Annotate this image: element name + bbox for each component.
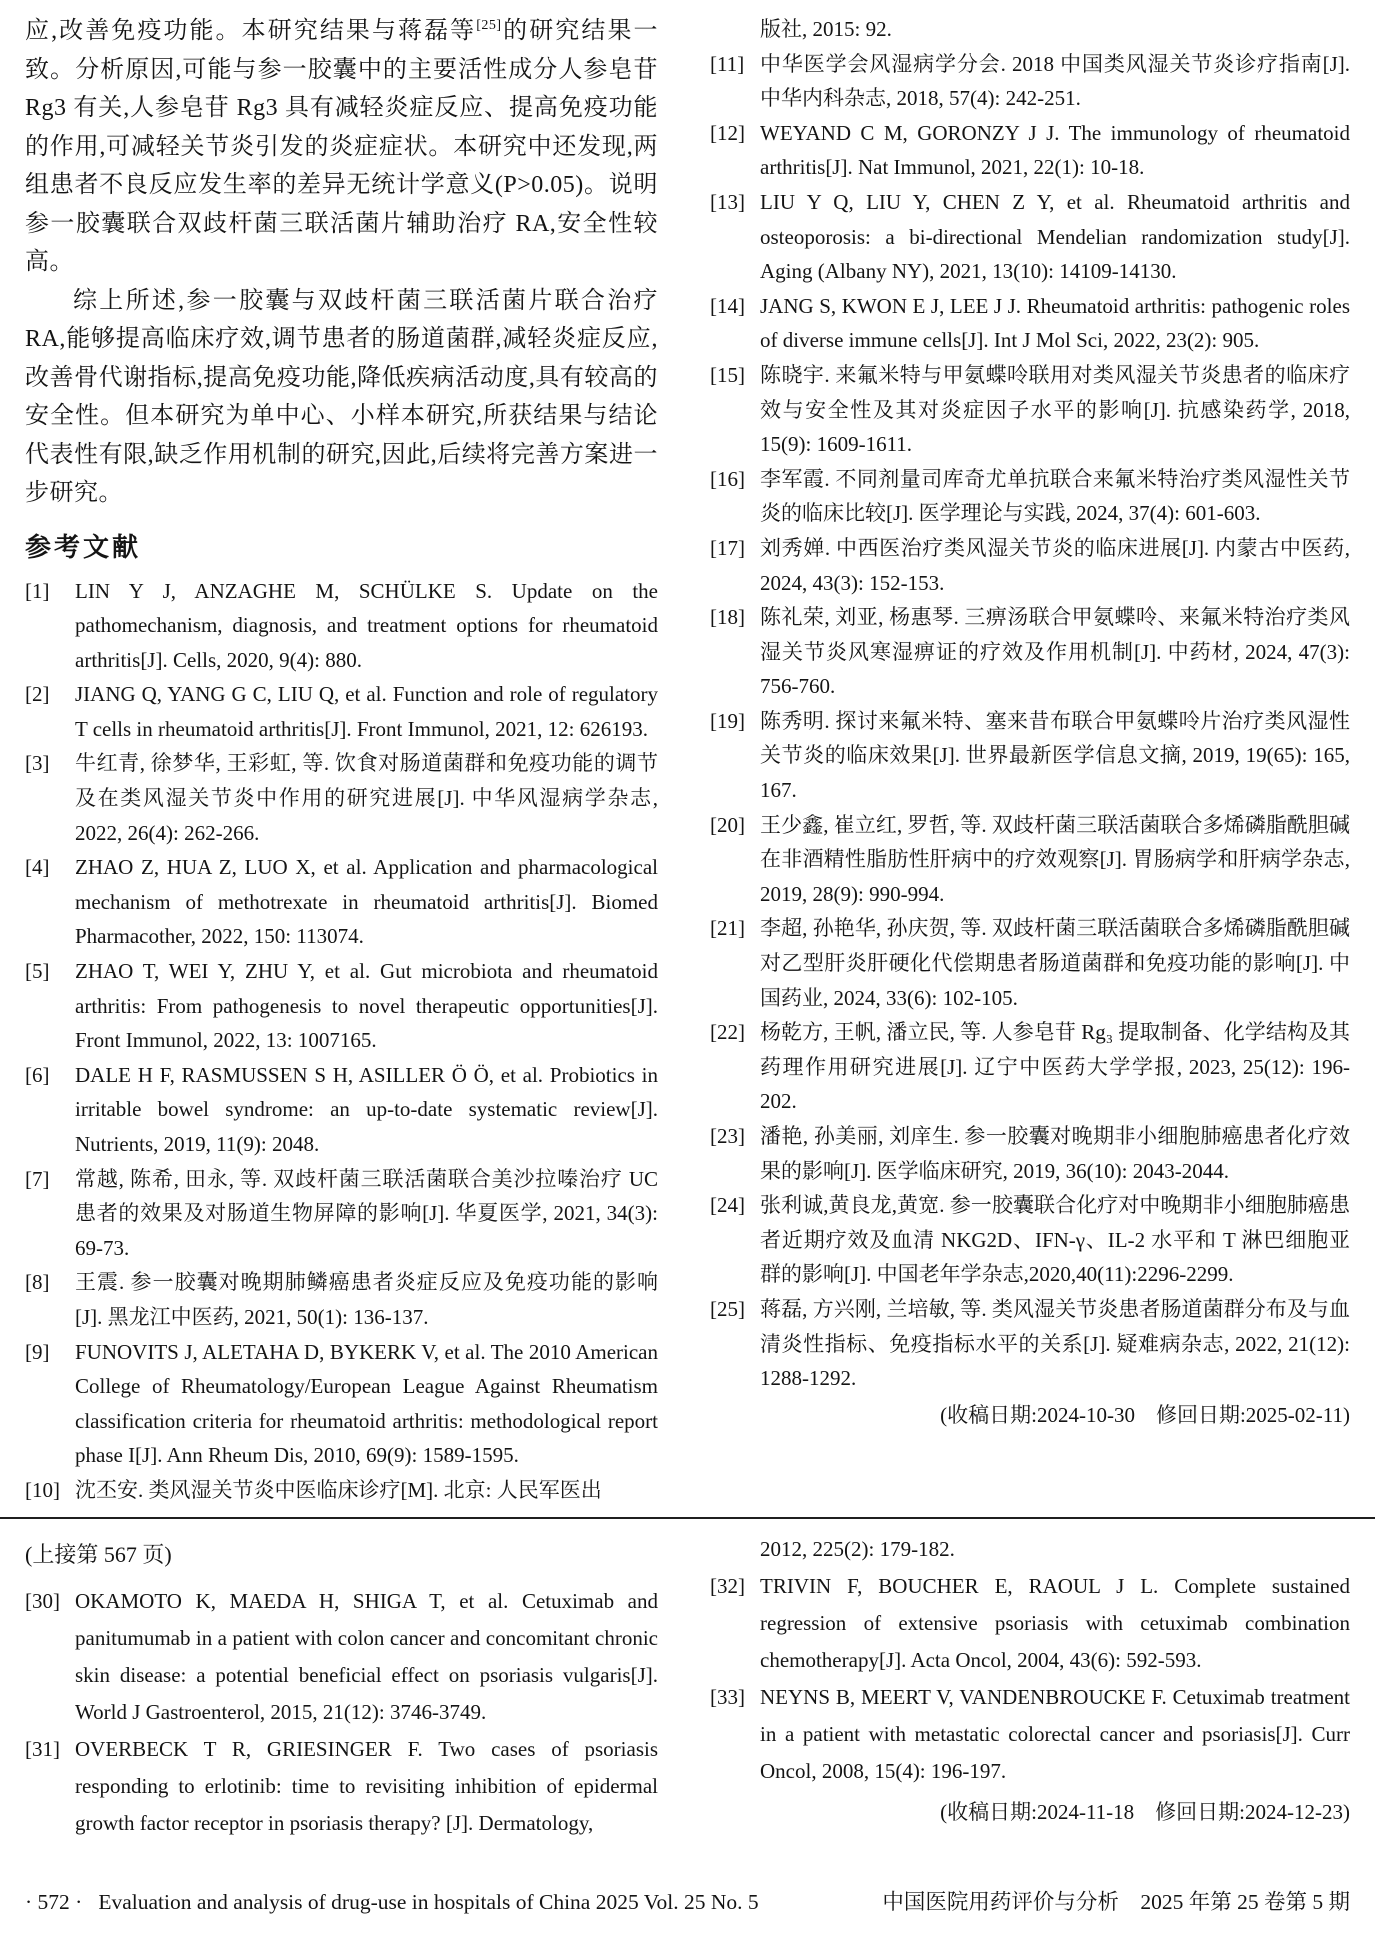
reference-number: [32] [710, 1574, 745, 1598]
reference-text: 沈丕安. 类风湿关节炎中医临床诊疗[M]. 北京: 人民军医出 [75, 1477, 602, 1502]
reference-text: 陈秀明. 探讨来氟米特、塞来昔布联合甲氨蝶呤片治疗类风湿性关节炎的临床效果[J]. 世界最新医学信息文摘, 2019, 19(65): 165, 167. [760, 708, 1350, 803]
reference-text: TRIVIN F, BOUCHER E, RAOUL J L. Complete sustained regression of extensive psoriasis with cetuximab combination chemotherapy[J]. Acta Oncol, 2004, 43(6): 592-593. [760, 1574, 1350, 1672]
reference-item [25, 1265, 658, 1334]
reference-number: [12] [710, 120, 745, 145]
reference-text: 蒋磊, 方兴刚, 兰培敏, 等. 类风湿关节炎患者肠道菌群分布及与血清炎性指标、免疫指标水平的关系[J]. 疑难病杂志, 2022, 21(12): 1288-1292. [760, 1296, 1350, 1391]
reference-item [25, 850, 658, 954]
reference-number: [33] [710, 1685, 745, 1709]
continued-article-section [0, 1519, 1375, 1842]
reference-text: 中华医学会风湿病学分会. 2018 中国类风湿关节炎诊疗指南[J]. 中华内科杂志, 2018, 57(4): 242-251. [760, 51, 1350, 111]
citation-superscript: [25] [476, 18, 502, 33]
reference-text: 王少鑫, 崔立红, 罗哲, 等. 双歧杆菌三联活菌联合多烯磷脂酰胆碱在非酒精性脂肪性肝病中的疗效观察[J]. 胃肠病学和肝病学杂志, 2019, 28(9): 990-994. [760, 812, 1350, 906]
continued-from-note: (上接第 567 页) [25, 1542, 172, 1567]
body-text-run: 的研究结果一致。分析原因,可能与参一胶囊中的主要活性成分人参皂苷 Rg3 有关,人参皂苷 Rg3 具有减轻炎症反应、提高免疫功能的作用,可减轻关节炎引发的炎症症状。本研究中还发现,两组患者不良反应发生率的差异无统计学意义(P>0.05)。说明参一胶囊联合双歧杆菌三联活菌片辅助治疗 RA,安全性较高。 [25, 18, 659, 275]
reference-item [710, 1568, 1350, 1679]
reference-number: [14] [710, 293, 745, 318]
reference-text: 常越, 陈希, 田永, 等. 双歧杆菌三联活菌联合美沙拉嗪治疗 UC 患者的效果及对肠道生物屏障的影响[J]. 华夏医学, 2021, 34(3): 69-73. [75, 1166, 658, 1260]
reference-text: NEYNS B, MEERT V, VANDENBROUCKE F. Cetuximab treatment in a patient with metastatic colorectal cancer and psoriasis[J]. Curr Oncol, 2008, 15(4): 196-197. [760, 1685, 1350, 1783]
reference-item [710, 600, 1350, 704]
reference-number: [1] [25, 578, 50, 603]
reference-text: WEYAND C M, GORONZY J J. The immunology of rheumatoid arthritis[J]. Nat Immunol, 2021, 22(1): 10-18. [760, 120, 1350, 180]
reference-number: [4] [25, 855, 50, 880]
page-number: · 572 · [25, 1890, 83, 1914]
reference-number: [19] [710, 708, 745, 733]
journal-name-chinese: 中国医院用药评价与分析 2025 年第 25 卷第 5 期 [882, 1890, 1350, 1914]
received-revised-dates: (收稿日期:2024-11-18 修回日期:2024-12-23) [940, 1800, 1350, 1824]
reference-text: 陈晓宇. 来氟米特与甲氨蝶呤联用对类风湿关节炎患者的临床疗效与安全性及其对炎症因子水平的影响[J]. 抗感染药学, 2018, 15(9): 1609-1611. [760, 362, 1350, 457]
body-paragraph-1 [25, 12, 658, 282]
reference-text: JIANG Q, YANG G C, LIU Q, et al. Function and role of regulatory T cells in rheumatoid arthritis[J]. Front Immunol, 2021, 12: 626193. [75, 682, 658, 741]
reference-text: 版社, 2015: 92. [760, 17, 892, 41]
reference-text: 李超, 孙艳华, 孙庆贺, 等. 双歧杆菌三联活菌联合多烯磷脂酰胆碱对乙型肝炎肝硬化代偿期患者肠道菌群和免疫功能的影响[J]. 中国药业, 2024, 33(6): 102-105. [760, 916, 1351, 1010]
reference-text: 张利诚,黄良龙,黄宽. 参一胶囊联合化疗对中晚期非小细胞肺癌患者近期疗效及血清 NKG2D、IFN-γ、IL-2 水平和 T 淋巴细胞亚群的影响[J]. 中国老年学杂志,2020,40(11):2296-2299. [760, 1193, 1350, 1287]
reference-item [25, 1335, 658, 1473]
reference-number: [5] [25, 959, 50, 984]
right-column [710, 12, 1350, 1517]
reference-item [25, 1473, 658, 1508]
reference-number: [13] [710, 189, 745, 214]
reference-number: [31] [25, 1737, 60, 1761]
reference-number: [15] [710, 362, 745, 387]
reference-item [25, 677, 658, 746]
reference-number: [9] [25, 1339, 50, 1364]
reference-number: [16] [710, 466, 745, 491]
reference-text: 陈礼荣, 刘亚, 杨惠琴. 三痹汤联合甲氨蝶呤、来氟米特治疗类风湿关节炎风寒湿痹证的疗效及作用机制[J]. 中药材, 2024, 47(3): 756-760. [760, 605, 1350, 699]
references-heading: 参考文献 [25, 531, 142, 562]
reference-text: ZHAO T, WEI Y, ZHU Y, et al. Gut microbiota and rheumatoid arthritis: From pathogenesis to novel therapeutic opportunities[J]. Front Immunol, 2022, 13: 1007165. [75, 959, 658, 1053]
page-footer [25, 1885, 1350, 1916]
reference-number: [8] [25, 1270, 50, 1295]
reference-item [710, 808, 1350, 912]
reference-text: ZHAO Z, HUA Z, LUO X, et al. Application and pharmacological mechanism of methotrexate in rheumatoid arthritis[J]. Biomed Pharmacother, 2022, 150: 113074. [75, 855, 658, 949]
reference-item [710, 462, 1350, 531]
reference-text: 李军霞. 不同剂量司库奇尤单抗联合来氟米特治疗类风湿性关节炎的临床比较[J]. 医学理论与实践, 2024, 37(4): 601-603. [760, 466, 1350, 526]
references-list-left [25, 574, 658, 1508]
reference-text: 王震. 参一胶囊对晚期肺鳞癌患者炎症反应及免疫功能的影响[J]. 黑龙江中医药, 2021, 50(1): 136-137. [75, 1270, 658, 1329]
reference-item [25, 746, 658, 850]
continued-right-column [710, 1529, 1350, 1842]
reference-item [710, 911, 1350, 1015]
continued-references-right [710, 1568, 1350, 1790]
reference-number: [2] [25, 682, 50, 707]
body-text-run: 应,改善免疫功能。本研究结果与蒋磊等 [25, 18, 477, 44]
reference-number: [21] [710, 916, 745, 941]
left-column [25, 12, 658, 1517]
reference-number: [3] [25, 751, 50, 776]
reference-number: [24] [710, 1193, 745, 1218]
reference-text: DALE H F, RASMUSSEN S H, ASILLER Ö Ö, et al. Probiotics in irritable bowel syndrome: an up-to-date systematic review[J]. Nutrients, 2019, 11(9): 2048. [75, 1062, 658, 1156]
reference-carryover [710, 12, 1350, 47]
reference-text: 刘秀婵. 中西医治疗类风湿关节炎的临床进展[J]. 内蒙古中医药, 2024, 43(3): 152-153. [760, 535, 1350, 595]
reference-item [710, 1292, 1350, 1396]
reference-item [710, 1119, 1350, 1188]
references-list-right [710, 47, 1350, 1396]
reference-item [710, 185, 1350, 289]
continued-left-column [25, 1529, 658, 1842]
reference-item [710, 47, 1350, 116]
reference-number: [23] [710, 1124, 745, 1148]
reference-number: [25] [710, 1296, 745, 1321]
reference-text: LIN Y J, ANZAGHE M, SCHÜLKE S. Update on the pathomechanism, diagnosis, and treatment options for rheumatoid arthritis[J]. Cells, 2020, 9(4): 880. [75, 578, 658, 672]
reference-number: [6] [25, 1062, 50, 1087]
reference-number: [20] [710, 812, 745, 837]
reference-number: [10] [25, 1477, 60, 1502]
reference-text: JANG S, KWON E J, LEE J J. Rheumatoid arthritis: pathogenic roles of diverse immune cells[J]. Int J Mol Sci, 2022, 23(2): 905. [760, 293, 1350, 353]
reference-number: [7] [25, 1166, 50, 1191]
body-paragraph-2: 综上所述,参一胶囊与双歧杆菌三联活菌片联合治疗 RA,能够提高临床疗效,调节患者的肠道菌群,减轻炎症反应,改善骨代谢指标,提高免疫功能,降低疾病活动度,具有较高的安全性。但本研究为单中心、小样本研究,所获结果与结论代表性有限,缺乏作用机制的研究,因此,后续将完善方案进一步研究。 [25, 287, 658, 506]
reference-number: [30] [25, 1589, 60, 1613]
reference-text: OVERBECK T R, GRIESINGER F. Two cases of psoriasis responding to erlotinib: time to revisiting inhibition of epidermal growth factor receptor in psoriasis therapy? [J]. Dermatology, [75, 1737, 658, 1835]
reference-text: 潘艳, 孙美丽, 刘庠生. 参一胶囊对晚期非小细胞肺癌患者化疗效果的影响[J]. 医学临床研究, 2019, 36(10): 2043-2044. [760, 1124, 1350, 1183]
reference-carryover [710, 1531, 1350, 1568]
journal-name-english: Evaluation and analysis of drug-use in hospitals of China 2025 Vol. 25 No. 5 [98, 1890, 759, 1914]
reference-item [25, 1058, 658, 1162]
reference-text: LIU Y Q, LIU Y, CHEN Z Y, et al. Rheumatoid arthritis and osteoporosis: a bi-directional Mendelian randomization study[J]. Aging (Albany NY), 2021, 13(10): 14109-14130. [760, 189, 1350, 284]
received-revised-dates: (收稿日期:2024-10-30 修回日期:2025-02-11) [940, 1402, 1350, 1427]
reference-text: 杨乾方, 王帆, 潘立民, 等. 人参皂苷 Rg₃ 提取制备、化学结构及其药理作用研究进展[J]. 辽宁中医药大学学报, 2023, 25(12): 196-202. [760, 1020, 1350, 1114]
reference-number: [22] [710, 1020, 745, 1045]
reference-item [710, 1015, 1350, 1119]
reference-item [710, 531, 1350, 600]
reference-item [710, 704, 1350, 808]
reference-text: 牛红青, 徐梦华, 王彩虹, 等. 饮食对肠道菌群和免疫功能的调节及在类风湿关节炎中作用的研究进展[J]. 中华风湿病学杂志, 2022, 26(4): 262-266. [75, 751, 658, 845]
reference-item [710, 289, 1350, 358]
reference-text: 2012, 225(2): 179-182. [760, 1537, 955, 1561]
continued-references-left [25, 1583, 658, 1842]
reference-item [710, 116, 1350, 185]
reference-item [710, 1188, 1350, 1292]
reference-item [25, 1583, 658, 1731]
reference-item [25, 1731, 658, 1842]
reference-text: OKAMOTO K, MAEDA H, SHIGA T, et al. Cetuximab and panitumumab in a patient with colon cancer and concomitant chronic skin disease: a potential beneficial effect on psoriasis vulgaris[J]. World J Gastroenterol, 2015, 21(12): 3746-3749. [75, 1589, 658, 1724]
reference-number: [17] [710, 535, 745, 560]
footer-left [25, 1890, 759, 1915]
reference-text: FUNOVITS J, ALETAHA D, BYKERK V, et al. The 2010 American College of Rheumatology/European League Against Rheumatism classification criteria for rheumatoid arthritis: methodological report phase I[J]. Ann Rheum Dis, 2010, 69(9): 1589-1595. [75, 1339, 658, 1468]
reference-item [710, 1679, 1350, 1790]
reference-item [25, 954, 658, 1058]
reference-item [25, 1162, 658, 1266]
reference-item [710, 358, 1350, 462]
reference-number: [18] [710, 605, 745, 630]
reference-number: [11] [710, 51, 745, 76]
reference-item [25, 574, 658, 678]
